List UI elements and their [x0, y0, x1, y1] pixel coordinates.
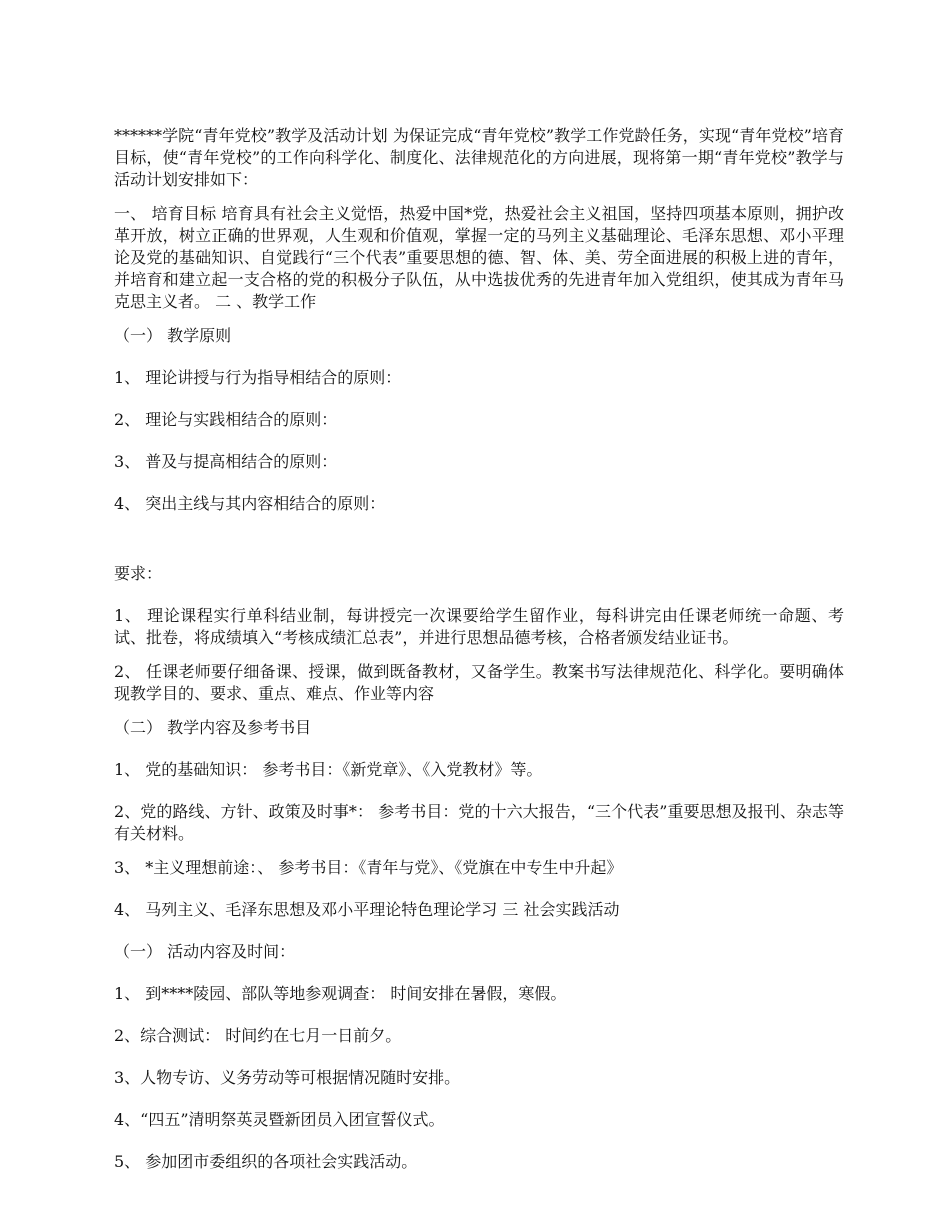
activity-item-5: 5、 参加团市委组织的各项社会实践活动。: [114, 1152, 418, 1171]
requirement-item-2: 2、 任课老师要仔细备课、授课，做到既备教材，又备学生。教案书写法律规范化、科学化。要明确体现教学目的、要求、重点、难点、作业等内容: [114, 662, 844, 703]
activity-item-4: 4、“四五”清明祭英灵暨新团员入团宣誓仪式。: [114, 1110, 445, 1129]
activity-heading: （一） 活动内容及时间：: [114, 942, 296, 961]
content-item-4: 4、 马列主义、毛泽东思想及邓小平理论特色理论学习 三 社会实践活动: [114, 900, 620, 919]
teaching-content-heading: （二） 教学内容及参考书目: [114, 718, 312, 737]
activity-item-1: 1、 到****陵园、部队等地参观调查： 时间安排在暑假，寒假。: [114, 984, 567, 1003]
training-goal-paragraph: 一、 培育目标 培育具有社会主义觉悟，热爱中国*党，热爱社会主义祖国，坚持四项基本原则，拥护改革开放，树立正确的世界观，人生观和价值观，掌握一定的马列主义基础理论、毛泽东思想、邓小平理论及党的基础知识、自觉践行“三个代表”重要思想的德、智、体、美、劳全面进展的积极上进的青年，并培育和建立起一支合格的党的积极分子队伍，从中选拔优秀的先进青年加入党组织，使其成为青年马克思主义者。 二 、教学工作: [114, 204, 844, 311]
content-item-2: 2、党的路线、方针、政策及时事*： 参考书目：党的十六大报告，“三个代表”重要思想及报刊、杂志等有关材料。: [114, 802, 844, 843]
document-body: [114, 125, 844, 1173]
principle-item-2: 2、 理论与实践相结合的原则：: [114, 410, 338, 429]
content-item-1: 1、 党的基础知识： 参考书目：《新党章》、《入党教材》等。: [114, 760, 543, 779]
teaching-principles-heading: （一） 教学原则: [114, 326, 232, 345]
requirements-heading: 要求：: [114, 564, 163, 583]
content-item-3: 3、 *主义理想前途：、 参考书目：《青年与党》、《党旗在中专生中升起》: [114, 858, 623, 877]
principle-item-4: 4、 突出主线与其内容相结合的原则：: [114, 494, 386, 513]
principle-item-1: 1、 理论讲授与行为指导相结合的原则：: [114, 368, 402, 387]
activity-item-2: 2、综合测试： 时间约在七月一日前夕。: [114, 1026, 402, 1045]
requirement-item-1: 1、 理论课程实行单科结业制，每讲授完一次课要给学生留作业，每科讲完由任课老师统一命题、考试、批卷，将成绩填入“考核成绩汇总表”，并进行思想品德考核，合格者颁发结业证书。: [114, 606, 844, 647]
activity-item-3: 3、人物专访、义务劳动等可根据情况随时安排。: [114, 1068, 461, 1087]
principle-item-3: 3、 普及与提高相结合的原则：: [114, 452, 338, 471]
intro-paragraph: ******学院“青年党校”教学及活动计划 为保证完成“青年党校”教学工作党龄任务，实现“青年党校”培育目标，使“青年党校”的工作向科学化、制度化、法律规范化的方向进展，现将第一期“青年党校”教学与活动计划安排如下：: [114, 126, 844, 189]
